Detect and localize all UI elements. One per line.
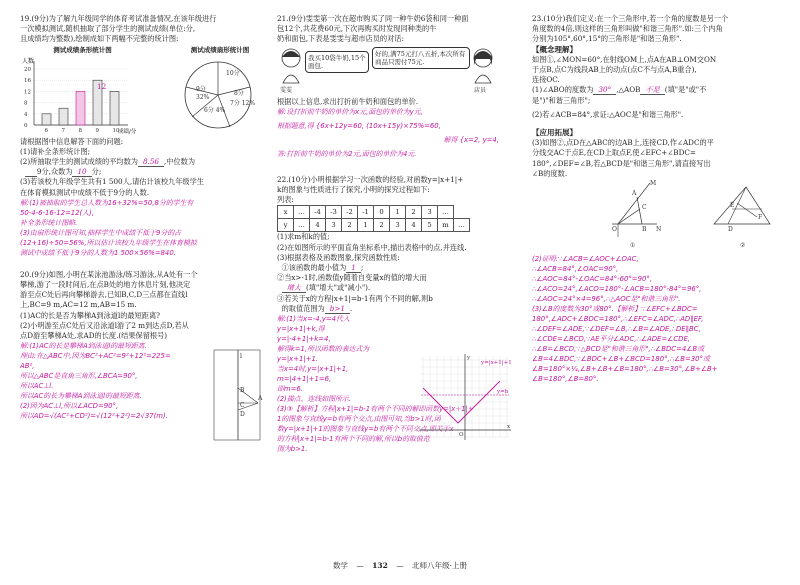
pie-label: 7分 12%: [230, 99, 256, 107]
solution-line: ∴∠ACO=24°,∠ACO=180°-∠ACB=180°-84°=96°,: [532, 285, 702, 294]
figure-label: O: [612, 226, 617, 234]
table-cell: …: [294, 219, 310, 232]
q22-q3b2: 增大 (填"增大"或"减小").: [277, 283, 519, 293]
q21-line: 包12个,共花费60元,下次再购买时发现同种类的牛: [277, 24, 437, 34]
q22-line: k的图象与性质进行了探究,小明的探究过程如下:: [277, 185, 430, 195]
axis-label: y: [467, 354, 471, 361]
solution-line: 解:设打折前牛奶的单价为x元,面包的单价为y元,: [277, 107, 423, 116]
solution-line: (2)因为AC⊥l,所以∠ACD=90°,: [20, 402, 119, 411]
x-tick-label: 7: [61, 127, 65, 134]
footer-dash: —: [396, 560, 404, 570]
q20-line: 上,BC=9 m,AC=12 m,AB=15 m.: [20, 300, 137, 310]
figure-label: F: [758, 214, 763, 222]
y-tick-label: 8: [24, 100, 28, 107]
q20-line: 攀梯,游了一段时间后,在点B处的地方休息片刻,他决定: [20, 280, 191, 290]
solution-line: 所以AD=√(AC²+CD²)=√(12²+2²)=2√37(m).: [20, 412, 168, 421]
y-tick-label: 20: [24, 66, 31, 73]
solution-line: 根据题意,得 {6x+12y=60, (10x+15y)×75%=60,: [277, 121, 441, 130]
q22-line: 列表:: [277, 195, 294, 205]
solution-line: y=|x+1|+1.: [277, 355, 319, 364]
pie-label: 6分 4%: [204, 106, 226, 114]
solution-line: AB²,: [20, 362, 35, 371]
solution-line: (3)由扇形统计图可知,抽样学生中成绩不低于9分的占: [20, 228, 182, 237]
answer-range: b>1: [325, 304, 350, 314]
table-cell: 2: [406, 206, 422, 219]
q23-concept: 于点B,点C为线段AB上的动点(点C不与点A,B重合),: [532, 65, 697, 75]
bar-chart-title: 测试成绩条形统计图: [53, 45, 112, 54]
q23-q1: (1)∠ABO的度数为 30° ,△AOB 不是 (填"是"或"不: [532, 85, 707, 95]
solution-line: 所以AC⊥l.: [20, 382, 54, 391]
question-21: [277, 14, 519, 159]
q19-line: 且成绩均为整数),绘制成如下两幅不完整的统计图:: [20, 34, 179, 44]
table-cell: -4: [310, 206, 326, 219]
page-number: 132: [372, 560, 388, 570]
solution-line: (12+16)÷50=56%,所以估计该校九年级学生在体育模拟: [20, 238, 197, 247]
q21-line: 奶和面包,下表是雯雯与超市店员的对话:: [277, 34, 404, 44]
solution-line: ∠B=180°,∠B=80°.: [532, 375, 599, 384]
table-cell: 5: [422, 219, 438, 232]
x-tick-label: 9: [95, 127, 99, 134]
q19-after: (1)请补全条形统计图;: [20, 146, 91, 156]
table-cell: 1: [390, 206, 406, 219]
q22-q3a: ①该函数的最小值为 1 ;: [281, 263, 364, 273]
solution-line: ∴∠B=∠BCD,∵△BCD是"和谐三角形",∴∠BDC=4∠B或: [532, 345, 705, 354]
answer-abo: 30°: [593, 85, 616, 95]
footer-subject: 数学: [332, 560, 348, 570]
table-cell: y: [278, 219, 294, 232]
table-cell: …: [454, 219, 470, 232]
q23-apply: 180°,∠DEF=∠B,若△BCD是"和谐三角形",请直接写出: [532, 158, 711, 168]
right-name: 店员: [474, 86, 487, 94]
solution-line: 答:打折前牛奶的单价为2元,面包的单价为4元.: [277, 149, 417, 158]
figure-label: B: [240, 386, 245, 394]
solution-line: y=|-4+1|+k=4,: [277, 335, 331, 344]
coordinate-graph: [415, 352, 515, 442]
function-label: y=|x+1|+1: [481, 359, 512, 366]
girl-icon: [279, 47, 303, 87]
q22-line: 22.(10分)小明根据学习一次函数的经验,对函数y=|x+1|+: [277, 174, 464, 184]
bar-xunit: 成绩/分: [118, 128, 137, 135]
figure-label: l: [240, 352, 242, 360]
bar-chart: [20, 45, 145, 137]
table-cell: 3: [390, 219, 406, 232]
figure-label: D: [728, 226, 733, 234]
solution-line: ∴∠ACB=84°,∠OAC=90°,: [532, 265, 619, 274]
axis-label: x: [507, 423, 511, 430]
figure-label: C: [240, 401, 245, 409]
pie-label: 10分: [226, 69, 240, 77]
q19-after: 请根据图中信息解答下面的问题:: [20, 136, 124, 146]
answer-shi: 不是: [640, 85, 664, 95]
q23-apply: (3)如图②,点D在△ABC的边AB上,连接CD,作∠ADC的平: [532, 138, 714, 148]
figure-label: ②: [740, 242, 746, 250]
q21-after: 根据以上信息,求出打折前牛奶和面包的单价.: [277, 96, 419, 106]
pie-label: 9分: [196, 85, 206, 93]
q19-after: 在体育模拟测试中成绩不低于9分的人数.: [20, 187, 150, 197]
solution-line: 所以AC的长为攀梯A到泳道l的最短距离.: [20, 392, 142, 401]
table-cell: -1: [358, 206, 374, 219]
figure-label: D: [240, 410, 245, 418]
column-2: [277, 14, 519, 454]
table-cell: 2: [342, 219, 358, 232]
q22-q3: (3)根据表格及函数图象,探究函数性质:: [277, 252, 400, 262]
table-row-y: [278, 219, 470, 232]
table-cell: 2: [374, 219, 390, 232]
table-cell: 0: [374, 206, 390, 219]
solution-line: 围为b>1.: [277, 445, 308, 454]
table-cell: 1: [358, 219, 374, 232]
origin-label: O: [459, 431, 464, 438]
q20-solution: [20, 341, 195, 421]
q23-concept: 连接OC.: [532, 75, 560, 85]
y-tick-label: 16: [24, 78, 31, 85]
q23-apply: ∠B的度数.: [532, 168, 568, 178]
solution-line: 50-4-6-16-12=12(人),: [20, 208, 95, 217]
pie-chart: [168, 45, 272, 137]
q23-concept: (2)若∠ACB=84°,求证:△AOC是"和谐三角形".: [532, 109, 684, 119]
table-cell: 3: [326, 219, 342, 232]
pie-chart-svg: [168, 55, 272, 135]
table-cell: 4: [310, 219, 326, 232]
footer-dash: —: [356, 560, 364, 570]
bar: [110, 91, 119, 125]
solution-line: (3)③【解析】方程|x+1|=b-1有两个不同的解即函数y=|x+1|+: [277, 405, 474, 414]
solution-line: ∴∠AOC=24°×4=96°,∴△AOC是"和谐三角形".: [532, 295, 681, 304]
q20-line: 游至点C处后再向攀梯游去,已知B,C,D三点都在直线l: [20, 290, 188, 300]
solution-line: 当x=4时,y=|x+1|+1,: [277, 365, 349, 374]
bar-value-label: 12: [97, 81, 107, 91]
solution-line: y=|x+1|+k,得: [277, 325, 325, 334]
question-22: [277, 175, 519, 454]
solution-line: 解:(1)AC的长是攀梯A到泳道l的最短距离.: [20, 342, 147, 351]
q22-q1: (1)求m和k的值;: [277, 232, 330, 242]
footer-book: 北师八年级·上册: [412, 560, 468, 570]
q19-solution: [20, 198, 272, 258]
figure-label: A: [258, 394, 263, 402]
solution-line: 所以△ABC是直角三角形,∠BCA=90°,: [20, 372, 138, 381]
bar-ylabel: 人数: [22, 57, 35, 65]
solution-line: 180°,∠ADC+∠BDC=180°,∴∠EFC=∠ADC,∴AD∥EF,: [532, 315, 704, 324]
section-apply: 【应用拓展】: [532, 128, 577, 138]
table-cell: m: [438, 219, 454, 232]
q20-line: 20.(9分)如图,小明在某泳池游泳/练习游泳,从A处有一个: [20, 269, 198, 279]
answer-mean: 8.56: [138, 157, 164, 167]
bar-chart-svg: [20, 55, 145, 135]
q19-line: 19.(9分)为了解九年级同学的体育考试准备情况,在该年级进行: [20, 14, 217, 23]
q23-concept: 是")"和谐三角形";: [532, 95, 591, 105]
solution-line: 解得 {x=2, y=4,: [443, 135, 499, 144]
table-cell: -2: [342, 206, 358, 219]
y-tick-label: 0: [24, 122, 28, 129]
table-row-x: [278, 206, 470, 219]
q23-line: 23.(10分)我们定义:在一个三角形中,若一个角的度数是另一个: [532, 14, 729, 23]
value-table: [277, 205, 470, 232]
q20-line: (2)小明游至点C处后又沿泳道l游了2 m到达点D,若从: [20, 320, 189, 330]
figure-label: A: [632, 190, 637, 198]
solution-line: 解得k=1,所以函数的表达式为: [277, 345, 370, 354]
question-19: [20, 14, 272, 258]
q22-solution-a: [277, 314, 417, 404]
q20-line: (1)AC的长是否为攀梯A到泳道l的最短距离?: [20, 310, 161, 320]
q19-charts: [20, 45, 272, 137]
answer-min: 1: [346, 263, 361, 273]
solution-line: 的方程|x+1|=b-1有两个不同的解,所以b的取值范: [277, 435, 430, 444]
table-cell: 3: [422, 206, 438, 219]
figure-label: C: [642, 204, 647, 212]
section-concept: 【概念理解】: [532, 44, 577, 54]
answer-mode: 10: [72, 167, 91, 177]
y-tick-label: 4: [24, 111, 28, 118]
q21-line: 21.(9分)雯雯第一次在超市购买了同一种牛奶6袋和同一种面: [277, 14, 469, 23]
pie-chart-title: 测试成绩扇形统计图: [190, 45, 250, 54]
q23-line: 角度数的4倍,则这样的三角形叫做"和谐三角形".如:三个内角: [532, 24, 723, 34]
q19-line: 一次模拟测试,随机抽取了部分学生的测试成绩(单位:分,: [20, 24, 196, 34]
q19-after: (3)若该校九年级学生共有1 500人,请估计该校九年级学生: [20, 177, 204, 187]
line-label: y=b: [497, 388, 509, 395]
q22-q3c: ③若关于x的方程|x+1|=b-1有两个不同的解,则b: [277, 293, 433, 303]
left-name: 雯雯: [280, 86, 293, 94]
q23-apply: 分线交AC于点E,在CD上取点F,使∠EFC+∠BDC=: [532, 148, 696, 158]
column-1: [20, 14, 272, 421]
question-23: [532, 14, 790, 384]
figure-label: N: [656, 226, 662, 234]
solution-line: 即m=6.: [277, 385, 303, 394]
solution-line: 测试中成绩不低于9分的人数为1 500×56%=840.: [20, 248, 176, 257]
solution-line: ∴∠DEF=∠ADE,∵∠DEF=∠B,∴∠B=∠ADE,∴DE∥BC,: [532, 325, 701, 334]
pie-label: 32%: [196, 93, 210, 101]
solution-line: ∠B=4∠BDC,∵∠BDC+∠B+∠BCD=180°,∴∠B=30°或: [532, 355, 710, 364]
table-cell: -3: [326, 206, 342, 219]
bar: [42, 114, 51, 125]
q22-q2: (2)在如图所示的平面直角坐标系中,描出表格中的点,并连线.: [277, 242, 467, 252]
pool-figure: [210, 348, 265, 443]
q22-q3c2: 的取值范围为 b>1 .: [281, 303, 353, 313]
solution-line: (3)∠B的度数为30°或80°.【解析】∵∠EFC+∠BDC=: [532, 305, 698, 314]
solution-line: 数y=|x+1|+1的图象与直线y=b有两个不同交点,即关于x: [277, 425, 454, 434]
solution-line: 理由:在△ABC中,因为BC²+AC²=9²+12²=225=: [20, 352, 171, 361]
right-bubble: 好的,满75元打八五折,本次所有商品只需付75元.: [372, 47, 470, 69]
x-tick-label: 6: [44, 127, 48, 134]
solution-line: (2)证明:∵∠ACB=∠AOC+∠OAC,: [532, 255, 639, 264]
table-cell: …: [438, 206, 454, 219]
solution-line: 补全条形统计图略.: [20, 218, 78, 227]
dialogue-figure: [277, 45, 519, 97]
table-cell: 4: [406, 219, 422, 232]
pie-label: 8分: [234, 89, 244, 97]
solution-line: (2)描点、连线如图所示.: [277, 395, 351, 404]
figure-label: E: [730, 202, 735, 210]
solution-line: m=|4+1|+1=6,: [277, 375, 332, 384]
q19-q2: (2)所抽取学生的测试成绩的平均数为 8.56 ,中位数为: [20, 157, 196, 167]
figure-label: ①: [630, 242, 636, 250]
x-tick-label: 10: [112, 127, 120, 134]
solution-line: 解:(1)被抽取的学生总人数为16÷32%=50,8分的学生有: [20, 198, 194, 207]
y-tick-label: 12: [24, 89, 31, 96]
solution-line: ∴∠AOC=84°-∠OAC=84°-60°=90°,: [532, 275, 652, 284]
x-tick-label: 8: [78, 127, 82, 134]
clerk-icon: [471, 47, 495, 87]
q23-figures: [532, 179, 790, 251]
question-20: [20, 270, 272, 421]
column-3: [532, 14, 790, 384]
table-cell: …: [294, 206, 310, 219]
answer-trend: 增大: [282, 283, 306, 293]
bar: [59, 108, 68, 125]
figure-label: M: [650, 180, 657, 188]
left-bubble: 我买10袋牛奶,15个面包.: [305, 51, 369, 73]
solution-line: ∠B=180°×¼,∠B+∠B+∠B=180°,∴∠B=30°,∠B+∠B+: [532, 365, 718, 374]
q22-q3b: ②当x>-1时,函数值y随着自变量x的值的增大而: [277, 273, 427, 283]
solution-line: 解:(1)当x=-4,y=4代入: [277, 315, 350, 324]
solution-line: ∴∠CDE=∠BCD,∵AE平分∠ADC,∴∠ADE=∠CDE,: [532, 335, 690, 344]
figure-label: B: [642, 226, 647, 234]
q20-line: 点D游至攀梯A处,求AD的长度.(结果保留根号): [20, 331, 168, 341]
q23-concept: 如图①,∠MON=60°,在射线OM上,点A在AB⊥OM交ON: [532, 54, 717, 64]
bar: [76, 91, 85, 125]
solution-line: 1的图象与直线y=b有两个交点,由图可知,当b>1时,函: [277, 415, 441, 424]
q23-line: 分别为105°,60°,15°的三角形是"和谐三角形".: [532, 34, 682, 44]
table-cell: x: [278, 206, 294, 219]
q23-solution: [532, 254, 790, 384]
q19-q2b: 9分,众数为 10 分;: [20, 167, 272, 177]
page-footer: [0, 561, 800, 571]
